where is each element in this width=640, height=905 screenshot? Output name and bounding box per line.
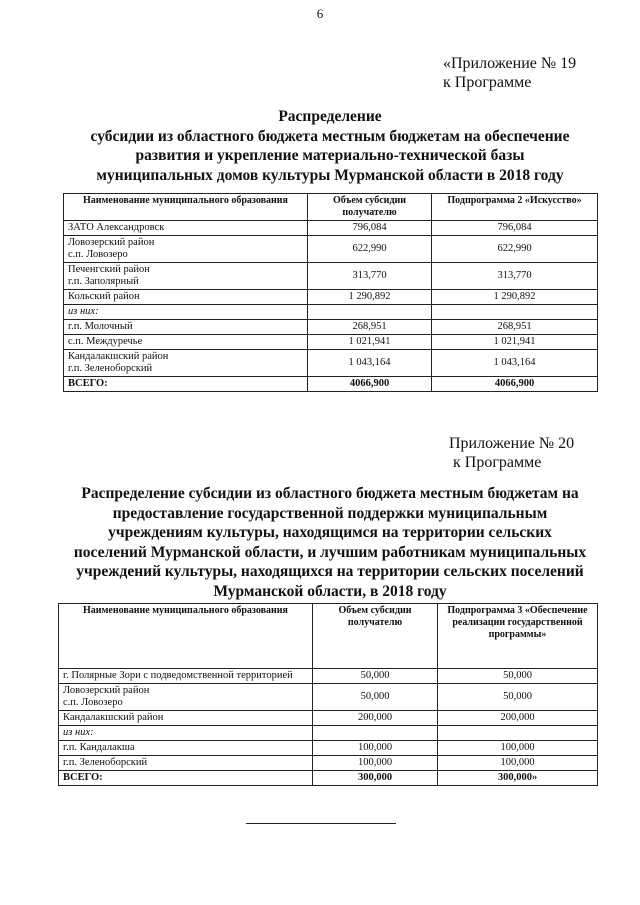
table-19 <box>63 193 598 392</box>
row-value: 796,084 <box>308 221 432 236</box>
title-19 <box>60 107 600 185</box>
title-line: развития и укрепление материально-технической базы <box>135 147 525 164</box>
title-20 <box>60 484 600 601</box>
table-row <box>64 320 598 335</box>
title-line: Распределение <box>278 108 382 125</box>
title-line: субсидии из областного бюджета местным бюджетам на обеспечение <box>90 127 570 145</box>
table-row <box>59 741 598 756</box>
row-label: Ловозерский район с.п. Ловозеро <box>64 236 308 263</box>
table-row <box>59 726 598 741</box>
row-label: Кольский район <box>64 290 308 305</box>
row-value: 796,084 <box>432 221 598 236</box>
table-row <box>64 221 598 236</box>
row-value: 622,990 <box>308 236 432 263</box>
column-header: Наименование муниципального образования <box>59 604 313 669</box>
footer-rule <box>246 823 396 824</box>
row-value: 268,951 <box>432 320 598 335</box>
title-line: учреждениям культуры, находящимся на территории сельских <box>108 524 552 541</box>
row-label: Печенгский район г.п. Заполярный <box>64 263 308 290</box>
row-value <box>438 726 598 741</box>
page-number: 6 <box>316 6 324 21</box>
title-line: Распределение субсидии из областного бюджета местным бюджетам на <box>81 485 579 502</box>
row-value: 1 021,941 <box>432 335 598 350</box>
row-label: г.п. Молочный <box>64 320 308 335</box>
table-row <box>64 263 598 290</box>
table-row <box>59 669 598 684</box>
title-line: учреждений культуры, находящихся на территории сельских поселений <box>76 563 584 580</box>
row-value <box>313 726 438 741</box>
column-header: Подпрограмма 2 «Искусство» <box>432 194 598 221</box>
column-header: Объем субсидии получателю <box>308 194 432 221</box>
row-value: 100,000 <box>313 756 438 771</box>
row-label: ЗАТО Александровск <box>64 221 308 236</box>
row-value <box>432 305 598 320</box>
table-row <box>59 711 598 726</box>
table-row <box>64 335 598 350</box>
table-row <box>64 377 598 392</box>
row-value: 1 290,892 <box>432 290 598 305</box>
row-label: Кандалакшский район <box>59 711 313 726</box>
appendix-line: к Программе <box>453 454 542 471</box>
title-line: предоставление государственной поддержки муниципальным <box>112 504 548 522</box>
row-value: 268,951 <box>308 320 432 335</box>
row-value: 1 043,164 <box>432 350 598 377</box>
table-20 <box>58 603 598 786</box>
appendix-line: Приложение № 20 <box>449 435 575 452</box>
row-label: из них: <box>64 305 308 320</box>
row-label: из них: <box>59 726 313 741</box>
row-value: 100,000 <box>313 741 438 756</box>
appendix-20-label <box>449 434 574 472</box>
row-value: 50,000 <box>313 684 438 711</box>
appendix-line: к Программе <box>443 74 532 91</box>
row-value <box>308 305 432 320</box>
table-row <box>59 684 598 711</box>
row-value: 50,000 <box>313 669 438 684</box>
row-label: ВСЕГО: <box>64 377 308 392</box>
row-label: г.п. Кандалакша <box>59 741 313 756</box>
row-value: 622,990 <box>432 236 598 263</box>
row-label: г.п. Зеленоборский <box>59 756 313 771</box>
row-value: 300,000 <box>313 771 438 786</box>
title-line: муниципальных домов культуры Мурманской области в 2018 году <box>96 166 564 184</box>
table-row <box>64 290 598 305</box>
column-header: Подпрограмма 3 «Обеспечение реализации государственной программы» <box>438 604 598 669</box>
row-value: 4066,900 <box>308 377 432 392</box>
column-header: Наименование муниципального образования <box>64 194 308 221</box>
row-value: 313,770 <box>308 263 432 290</box>
row-label: г. Полярные Зори с подведомственной территорией <box>59 669 313 684</box>
table-row <box>64 305 598 320</box>
row-value: 1 021,941 <box>308 335 432 350</box>
row-value: 200,000 <box>313 711 438 726</box>
table-row <box>59 756 598 771</box>
title-line: Мурманской области, в 2018 году <box>213 582 447 600</box>
row-value: 100,000 <box>438 756 598 771</box>
row-value: 1 290,892 <box>308 290 432 305</box>
column-header: Объем субсидии получателю <box>313 604 438 669</box>
table-row <box>59 771 598 786</box>
appendix-line: «Приложение № 19 <box>443 55 577 72</box>
row-value: 4066,900 <box>432 377 598 392</box>
row-label: ВСЕГО: <box>59 771 313 786</box>
row-value: 200,000 <box>438 711 598 726</box>
row-value: 1 043,164 <box>308 350 432 377</box>
title-line: поселений Мурманской области, и лучшим работникам муниципальных <box>73 543 587 561</box>
row-value: 300,000» <box>438 771 598 786</box>
table-row <box>64 350 598 377</box>
row-label: с.п. Междуречье <box>64 335 308 350</box>
row-value: 50,000 <box>438 684 598 711</box>
row-value: 50,000 <box>438 669 598 684</box>
row-label: Кандалакшский район г.п. Зеленоборский <box>64 350 308 377</box>
row-value: 100,000 <box>438 741 598 756</box>
appendix-19-label <box>443 54 576 92</box>
table-row <box>64 236 598 263</box>
row-label: Ловозерский район с.п. Ловозеро <box>59 684 313 711</box>
row-value: 313,770 <box>432 263 598 290</box>
